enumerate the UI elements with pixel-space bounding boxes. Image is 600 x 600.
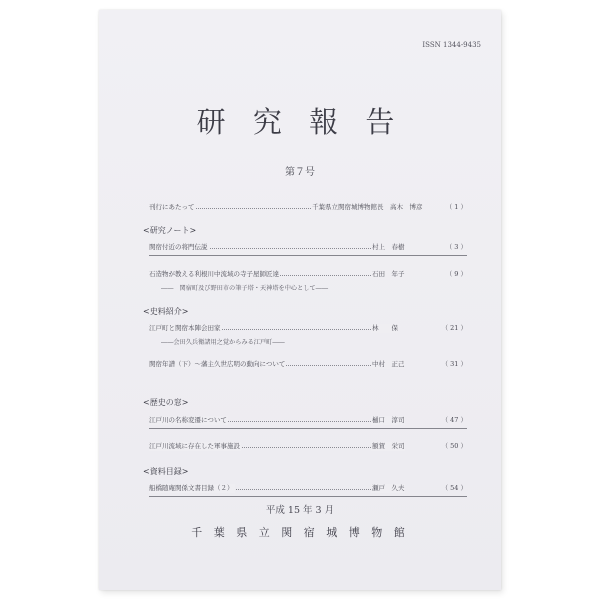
- toc-entry-title: 江戸川流域に存在した軍事施設: [149, 442, 240, 450]
- toc-entry-page: （ 31 ）: [441, 360, 467, 368]
- toc-entry-title: 船橋随庵関係文書目録（２）: [149, 484, 234, 492]
- toc-entry-page: （ 1 ）: [445, 203, 467, 211]
- toc-entry-page: （ 47 ）: [441, 416, 467, 424]
- issue-number: 第７号: [285, 167, 315, 178]
- divider: [149, 428, 467, 429]
- report-cover: [99, 10, 501, 590]
- divider: [149, 496, 467, 497]
- issn-number: ISSN 1344-9435: [422, 41, 481, 49]
- toc-entry-title: 江戸町と関宿本陣会田家: [149, 324, 221, 332]
- report-title: 研 究 報 告: [196, 105, 404, 139]
- toc-entry-author: 千葉県立関宿城博物館長 高木 博彦: [312, 203, 423, 211]
- toc-entry-page: （ 9 ）: [445, 270, 467, 278]
- toc-entry-author: 額賀 栄司: [372, 442, 405, 450]
- toc-entry-author: 中村 正己: [372, 360, 405, 368]
- toc-entry-author: 樋口 淳司: [372, 416, 405, 424]
- toc-entry-title: 石造物が教える利根川中流域の寺子屋師匠達: [149, 270, 279, 278]
- section-heading-source-intro: <史料紹介>: [143, 307, 189, 316]
- toc-entry-page: （ 3 ）: [445, 243, 467, 251]
- toc-entry-author: 瀬戸 久夫: [372, 484, 405, 492]
- toc-entry-author: 林 保: [372, 324, 398, 332]
- section-heading-catalog: <資料目録>: [143, 467, 189, 476]
- toc-entry-foreword: [139, 203, 467, 212]
- toc-entry-title: 刊行にあたって: [149, 203, 195, 211]
- publisher-name: 千 葉 県 立 関 宿 城 博 物 館: [191, 526, 409, 539]
- toc-entry-title: 関宿付近の将門伝説: [149, 243, 208, 251]
- section-heading-history-window: <歴史の窓>: [143, 398, 189, 407]
- toc-entry: [139, 360, 467, 369]
- toc-entry: [139, 324, 467, 333]
- toc-entry-subtitle: ――会田久兵衛諸用之覚からみる江戸町――: [161, 339, 285, 346]
- publication-date: 平成 15 年 3 月: [265, 505, 335, 516]
- toc-entry: [139, 442, 467, 451]
- toc-entry-page: （ 50 ）: [441, 442, 467, 450]
- toc-entry-title: 関宿年譜（下）～藩主久世広明の動向について: [149, 360, 286, 368]
- toc-entry: [139, 416, 467, 425]
- toc-entry-page: （ 54 ）: [441, 484, 467, 492]
- section-heading-research-notes: <研究ノート>: [143, 226, 197, 235]
- toc-entry-subtitle: ―― 関宿町及び野田市の筆子塔・天神塔を中心として――: [161, 285, 329, 292]
- toc-entry: [139, 243, 467, 252]
- toc-entry-author: 石田 年子: [372, 270, 405, 278]
- toc-entry-title: 江戸川の名称変遷について: [149, 416, 227, 424]
- toc-entry: [139, 270, 467, 279]
- toc-entry-author: 村上 春樹: [372, 243, 405, 251]
- toc-entry: [139, 484, 467, 493]
- toc-entry-page: （ 21 ）: [441, 324, 467, 332]
- divider: [149, 255, 467, 256]
